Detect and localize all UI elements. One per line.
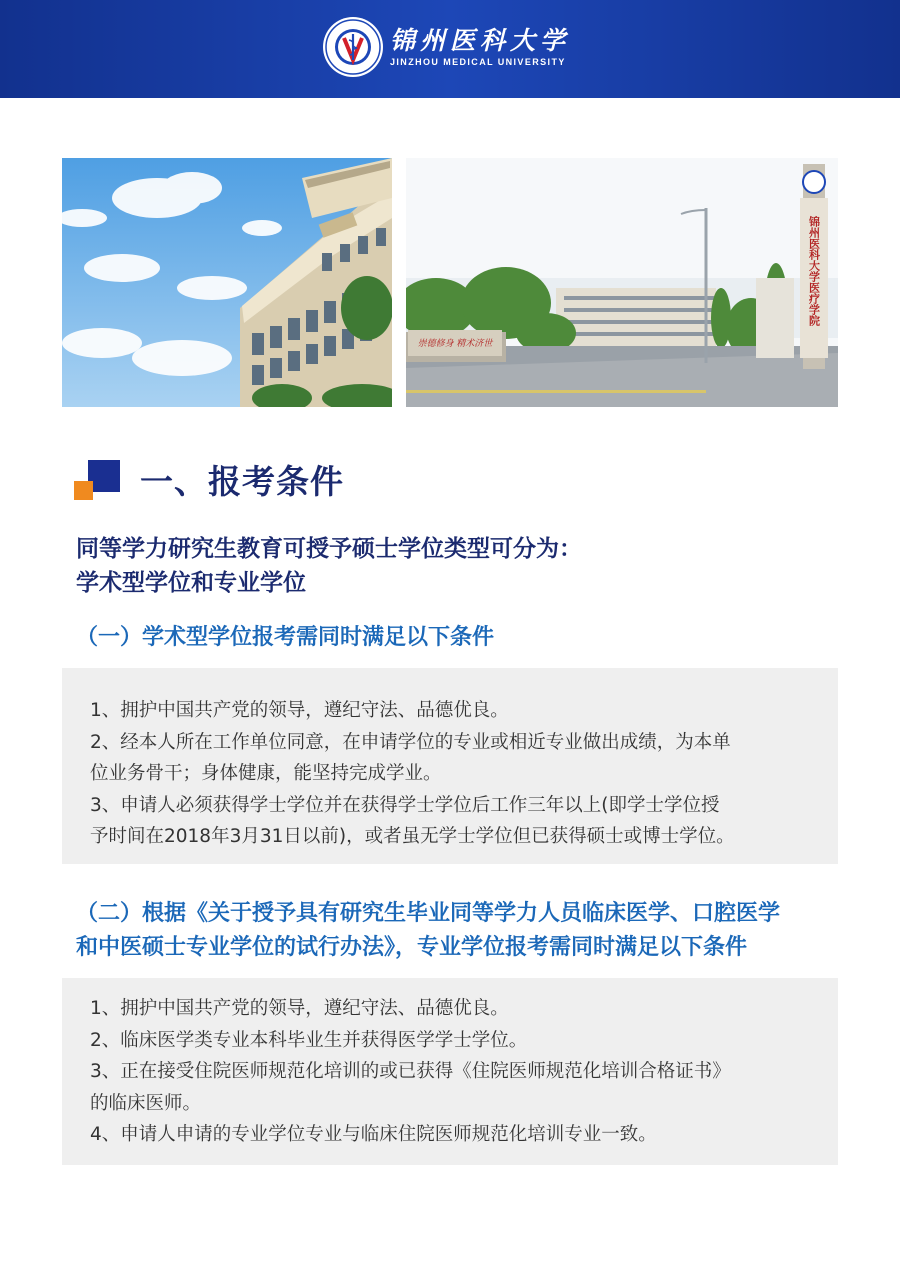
section-title: 一、报考条件 (140, 462, 344, 501)
professional-conditions-box (62, 978, 838, 1165)
academic-conditions-box (62, 668, 838, 864)
condition-line: 1、拥护中国共产党的领导，遵纪守法、品德优良。 (90, 700, 509, 721)
intro-text (76, 532, 582, 600)
building-photo (62, 158, 392, 407)
university-name-cn: 锦州医科大学 (390, 25, 571, 55)
gate-sign: 锦州医科大学医疗学院 (807, 216, 821, 326)
academic-heading: （一）学术型学位报考需同时满足以下条件 (76, 625, 495, 650)
stone-inscription: 崇德修身 精术济世 (417, 339, 493, 349)
university-seal-icon (322, 16, 384, 78)
condition-line: 2、经本人所在工作单位同意，在申请学位的专业或相近专业做出成绩，为本单 (90, 731, 731, 753)
university-name-en: JINZHOU MEDICAL UNIVERSITY (390, 56, 566, 67)
condition-line: 予时间在2018年3月31日以前)，或者虽无学士学位但已获得硕士或博士学位。 (90, 826, 735, 847)
condition-line: 位业务骨干；身体健康，能坚持完成学业。 (90, 763, 442, 784)
condition-line: 3、正在接受住院医师规范化培训的或已获得《住院医师规范化培训合格证书》 (90, 1061, 731, 1082)
condition-line: 的临床医师。 (90, 1092, 202, 1114)
intro-line: 学术型学位和专业学位 (76, 570, 306, 596)
campus-gate-photo (406, 158, 838, 407)
professional-heading-line: 和中医硕士专业学位的试行办法》，专业学位报考需同时满足以下条件 (76, 935, 748, 960)
condition-line: 4、申请人申请的专业学位专业与临床住院医师规范化培训专业一致。 (90, 1124, 657, 1145)
section-marker-icon (74, 460, 120, 500)
professional-heading-line: （二）根据《关于授予具有研究生毕业同等学力人员临床医学、口腔医学 (76, 901, 781, 926)
condition-line: 3、申请人必须获得学士学位并在获得学士学位后工作三年以上(即学士学位授 (90, 794, 720, 816)
intro-line: 同等学力研究生教育可授予硕士学位类型可分为： (76, 536, 582, 562)
university-logo (322, 17, 570, 77)
header-band (0, 0, 900, 98)
professional-heading (76, 897, 780, 965)
condition-line: 1、拥护中国共产党的领导，遵纪守法、品德优良。 (90, 998, 509, 1019)
condition-line: 2、临床医学类专业本科毕业生并获得医学学士学位。 (90, 1029, 528, 1051)
